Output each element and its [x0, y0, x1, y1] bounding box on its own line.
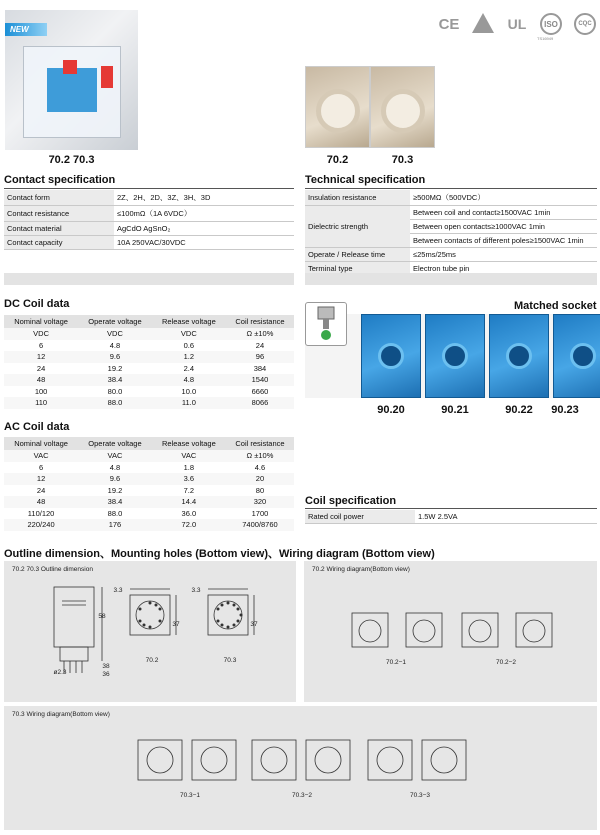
iso-mark-icon: ISO	[540, 13, 562, 35]
spec-value: Between coil and contact≥1500VAC 1min	[410, 206, 597, 220]
wiring-70-2-panel	[304, 561, 597, 702]
cell: 80.0	[107, 386, 123, 396]
cell: 3.6	[152, 473, 226, 485]
table-row	[4, 190, 294, 206]
cell: 19.2	[107, 485, 123, 495]
matched-socket-gallery	[305, 314, 600, 398]
cell: 48	[4, 496, 78, 508]
relay-indicator	[101, 66, 113, 88]
cell: 8066	[226, 397, 294, 409]
column-header: Coil resistance	[226, 315, 294, 328]
socket-mounting-icon	[305, 302, 347, 346]
cell: 1700	[251, 508, 269, 518]
column-header: Operate voltage	[78, 437, 152, 450]
ul-mark-icon: UL	[507, 16, 527, 32]
socket-label: 90.22	[505, 404, 533, 416]
spec-value: ≤100mΩ（1A 6VDC）	[114, 206, 294, 222]
dimension-label: 58	[98, 613, 106, 620]
dimension-label: ø2.3	[53, 669, 67, 676]
cell: 48	[4, 374, 78, 386]
cell: 24	[36, 363, 46, 373]
cell: 110	[4, 397, 78, 409]
dimension-label: 36	[102, 671, 110, 678]
wiring-70-3-panel	[4, 706, 597, 830]
cell: 220/240	[4, 519, 78, 531]
column-header: Coil resistance	[226, 437, 294, 450]
drawing-label: 70.2−2	[495, 659, 517, 666]
outline-drawing	[42, 583, 278, 683]
table-row	[4, 340, 294, 352]
wiring-diagram-70-2	[344, 609, 554, 649]
spec-value: ≤25ms/25ms	[410, 248, 597, 262]
technical-spec-title: Technical specification	[305, 174, 426, 186]
cell: 6	[38, 340, 44, 350]
cell: 36.0	[181, 508, 197, 518]
dimension-label: 37	[172, 621, 180, 628]
cell: 10.0	[181, 386, 197, 396]
socket-photo-90-23	[553, 314, 600, 398]
table-row	[305, 248, 597, 262]
table-row	[305, 510, 597, 524]
divider	[305, 188, 597, 189]
socket-photo-90-20	[361, 314, 421, 398]
contact-spec-table	[4, 190, 294, 250]
socket-photo-90-22	[489, 314, 549, 398]
cell: 4.8	[152, 374, 226, 386]
table-header-row	[4, 315, 294, 328]
cell: 176	[78, 519, 152, 531]
socket-label: 90.23	[551, 404, 579, 416]
cell: 20	[226, 473, 294, 485]
cell: 24	[36, 485, 46, 495]
unit-cell: Ω ±10%	[226, 450, 294, 462]
cell: 7.2	[183, 485, 195, 495]
socket-label: 90.21	[441, 404, 469, 416]
spec-key: Insulation resistance	[305, 190, 410, 206]
spec-key: Terminal type	[305, 262, 410, 276]
cell: 320	[226, 496, 294, 508]
drawing-label: 70.2−1	[385, 659, 407, 666]
cell: 12	[4, 473, 78, 485]
spec-value: Electron tube pin	[410, 262, 597, 276]
cell: 12	[4, 351, 78, 363]
base-label-70-3: 70.3	[391, 154, 414, 166]
spec-value: 10A 250VAC/30VDC	[114, 236, 294, 250]
table-row	[4, 363, 294, 375]
column-header: Release voltage	[152, 315, 226, 328]
table-row	[4, 236, 294, 250]
cell: 1.8	[183, 462, 195, 472]
table-row	[305, 190, 597, 206]
coil-spec-table	[305, 510, 597, 524]
divider	[305, 508, 597, 509]
cell: 2.4	[183, 363, 195, 373]
dimension-label: 3.3	[191, 587, 201, 594]
cell: 9.6	[78, 473, 152, 485]
cell: 7400/8760	[226, 519, 294, 531]
filler-bar	[4, 273, 294, 285]
contact-spec-title: Contact specification	[4, 174, 116, 186]
spec-key: Contact form	[4, 190, 114, 206]
cell: 14.4	[152, 496, 226, 508]
spec-value: AgCdO AgSnO₂	[114, 222, 294, 236]
product-label: 70.2 70.3	[48, 154, 95, 166]
column-header: Release voltage	[152, 437, 226, 450]
spec-key: Contact capacity	[4, 236, 114, 250]
table-row	[4, 519, 294, 531]
product-photo	[5, 10, 138, 150]
new-badge: NEW	[5, 23, 47, 36]
unit-cell: VDC	[152, 328, 226, 340]
spec-key: Rated coil power	[305, 510, 415, 524]
spec-value: Between open contacts≥1000VAC 1min	[410, 220, 597, 234]
table-row	[4, 351, 294, 363]
socket-photo-90-21	[425, 314, 485, 398]
table-row	[305, 206, 597, 220]
panel-caption: 70.3 Wiring diagram(Bottom view)	[12, 711, 110, 718]
table-row	[4, 222, 294, 236]
cert-note: TS16949	[537, 36, 554, 41]
drawing-label: 70.3−3	[409, 792, 431, 799]
cell: 88.0	[107, 508, 123, 518]
spec-key: Dielectric strength	[305, 206, 410, 248]
cell: 1.2	[152, 351, 226, 363]
ce-mark-icon: CE	[438, 15, 460, 33]
column-header: Operate voltage	[78, 315, 152, 328]
cell: 11.0	[152, 397, 226, 409]
cqc-mark-icon: CQC	[574, 13, 596, 35]
warning-triangle-icon	[472, 13, 494, 33]
outline-dimension-panel	[4, 561, 296, 702]
table-row	[4, 485, 294, 497]
cell: 0.6	[183, 340, 195, 350]
cell: 38.4	[78, 496, 152, 508]
ac-coil-table	[4, 437, 294, 531]
column-header: Nominal voltage	[4, 315, 78, 328]
cell: 38.4	[78, 374, 152, 386]
spec-key: Operate / Release time	[305, 248, 410, 262]
unit-cell: VAC	[4, 450, 78, 462]
coil-spec-title: Coil specification	[305, 495, 397, 507]
cell: 4.8	[109, 462, 121, 472]
table-row	[4, 397, 294, 409]
unit-cell: VDC	[78, 328, 152, 340]
cell: 4.8	[109, 340, 121, 350]
drawing-label: 70.3	[223, 657, 237, 664]
dc-coil-title: DC Coil data	[4, 298, 70, 310]
socket-label: 90.20	[377, 404, 405, 416]
technical-spec-table	[305, 190, 597, 276]
cell: 80	[255, 485, 265, 495]
spec-key: Contact resistance	[4, 206, 114, 222]
unit-cell: VAC	[78, 450, 152, 462]
table-header-row	[4, 437, 294, 450]
drawing-label: 70.3−1	[179, 792, 201, 799]
panel-caption: 70.2 Wiring diagram(Bottom view)	[312, 566, 410, 573]
drawing-label: 70.3−2	[291, 792, 313, 799]
cell: 1540	[226, 374, 294, 386]
unit-cell: VAC	[152, 450, 226, 462]
cell: 72.0	[152, 519, 226, 531]
column-header: Nominal voltage	[4, 437, 78, 450]
relay-base-photo-70-2	[305, 66, 370, 148]
cell: 4.6	[254, 462, 266, 472]
dimension-label: 3.3	[113, 587, 123, 594]
unit-row	[4, 450, 294, 462]
wiring-diagram-70-3	[132, 736, 472, 782]
drawing-label: 70.2	[145, 657, 159, 664]
ac-coil-title: AC Coil data	[4, 421, 70, 433]
cell: 19.2	[107, 363, 123, 373]
spec-key: Contact material	[4, 222, 114, 236]
unit-row	[4, 328, 294, 340]
dc-coil-table	[4, 315, 294, 409]
table-row	[4, 508, 294, 520]
cell: 88.0	[78, 397, 152, 409]
unit-cell: Ω ±10%	[226, 328, 294, 340]
spec-value: ≥500MΩ（500VDC）	[410, 190, 597, 206]
table-row	[4, 206, 294, 222]
certifications	[438, 13, 596, 35]
cell: 6660	[251, 386, 269, 396]
relay-coil	[47, 68, 97, 112]
table-row	[4, 374, 294, 386]
relay-test-button	[63, 60, 77, 74]
cell: 24	[255, 340, 265, 350]
dimension-label: 38	[102, 663, 110, 670]
cell: 110/120	[27, 508, 55, 518]
cell: 9.6	[78, 351, 152, 363]
table-row	[4, 496, 294, 508]
table-row	[4, 386, 294, 398]
cell: 384	[253, 363, 267, 373]
cell: 96	[226, 351, 294, 363]
base-label-70-2: 70.2	[326, 154, 349, 166]
cell: 100	[34, 386, 48, 396]
divider	[4, 188, 294, 189]
spec-value: 1.5W 2.5VA	[415, 510, 597, 524]
cell: 6	[38, 462, 44, 472]
table-row	[4, 462, 294, 474]
spec-value: Between contacts of different poles≥1500VAC 1min	[410, 234, 597, 248]
matched-socket-title: Matched socket	[514, 300, 597, 312]
dimension-label: 37	[250, 621, 258, 628]
spec-value: 2Z、2H、2D、3Z、3H、3D	[114, 190, 294, 206]
table-row	[4, 473, 294, 485]
panel-caption: 70.2 70.3 Outline dimension	[12, 566, 93, 573]
filler-bar	[305, 273, 597, 285]
outline-section-title: Outline dimension、Mounting holes (Bottom view)、Wiring diagram (Bottom view)	[4, 548, 435, 560]
unit-cell: VDC	[4, 328, 78, 340]
relay-base-photo-70-3	[370, 66, 435, 148]
